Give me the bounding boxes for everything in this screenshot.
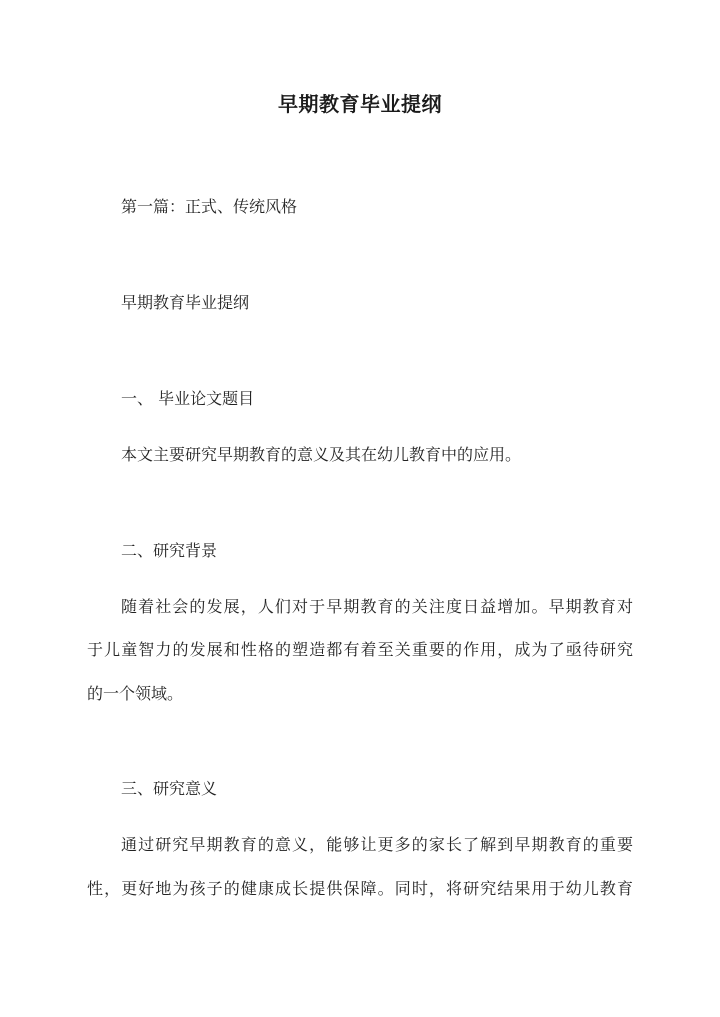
part3-paragraph-line-1: 通过研究早期教育的意义，能够让更多的家长了解到早期教育的重要 [121,835,633,854]
part2-paragraph-line-3: 的一个领域。 [87,684,184,703]
part2-paragraph-line-2: 于儿童智力的发展和性格的塑造都有着至关重要的作用，成为了亟待研究 [87,640,633,659]
part2-paragraph-line-1: 随着社会的发展，人们对于早期教育的关注度日益增加。早期教育对 [121,597,633,616]
part3-paragraph-line-2: 性，更好地为孩子的健康成长提供保障。同时，将研究结果用于幼儿教育 [87,879,633,898]
subtitle: 早期教育毕业提纲 [121,293,250,312]
document-title: 早期教育毕业提纲 [278,92,442,116]
section-heading: 第一篇：正式、传统风格 [121,197,298,216]
part3-heading: 三、研究意义 [121,779,218,798]
part2-heading: 二、研究背景 [121,541,218,560]
part1-heading: 一、 毕业论文题目 [121,389,255,408]
part1-paragraph: 本文主要研究早期教育的意义及其在幼儿教育中的应用。 [121,445,522,464]
